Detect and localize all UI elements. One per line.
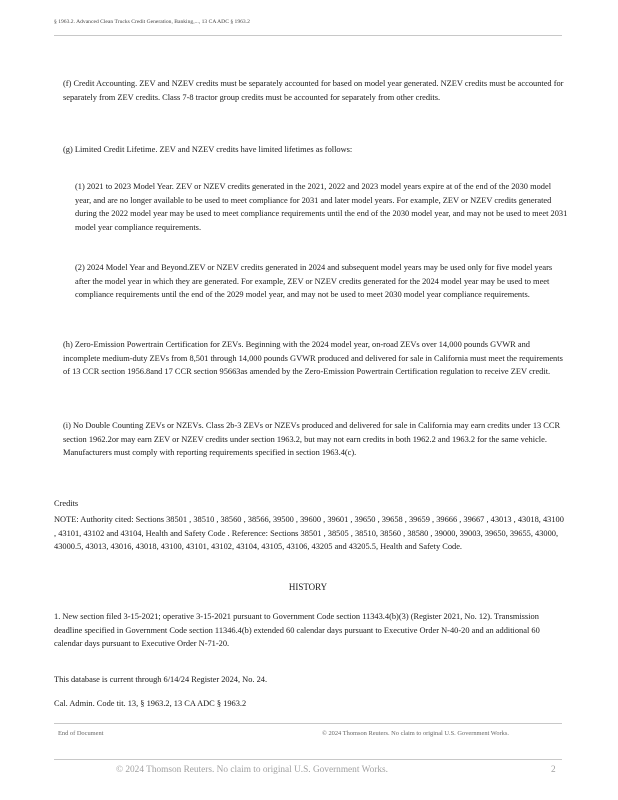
citation: Cal. Admin. Code tit. 13, § 1963.2, 13 CA ADC § 1963.2 <box>54 699 247 708</box>
section-f-credit-accounting: (f) Credit Accounting. ZEV and NZEV credits must be separately accounted for based on model year generated. NZEV credits must be accounted for separately from ZEV credits. Class 7-8 tractor group credits must be accounted for separately from other credits. <box>63 79 564 102</box>
section-i-no-double-counting: (i) No Double Counting ZEVs or NZEVs. Class 2b-3 ZEVs or NZEVs produced and delivered for sale in California may earn credits under 13 CCR section 1962.2or may earn ZEV or NZEV credits under section 1963.2, but may not earn credits in both 1962.2 and 1963.2 for the same vehicle. Manufacturers must comply with reporting requirements specified in section 1963.4(c). <box>63 421 561 458</box>
history-heading: HISTORY <box>288 582 328 592</box>
section-g-limited-credit-lifetime: (g) Limited Credit Lifetime. ZEV and NZEV credits have limited lifetimes as follows: <box>63 145 353 154</box>
header-divider <box>54 35 562 36</box>
credits-authority-note: NOTE: Authority cited: Sections 38501 , 38510 , 38560 , 38566, 39500 , 39600 , 39601 , 39650 , 39658 , 39659 , 39666 , 39667 , 43013 , 43018, 43100 , 43101, 43102 and 43104, Health and Safety Code . Reference: Sections 38501 , 38505 , 38510, 38560 , 38580 , 39000, 39003, 39650, 39655, 43000, 43000.5, 43013, 43016, 43018, 43100, 43101, 43102, 43104, 43105, 43106, 43205 and 43205.5, Health and Safety Code. <box>54 515 564 552</box>
copyright-notice-small: © 2024 Thomson Reuters. No claim to original U.S. Government Works. <box>322 730 509 737</box>
database-currency-note: This database is current through 6/14/24 Register 2024, No. 24. <box>54 675 268 684</box>
end-of-document-label: End of Document <box>58 730 104 737</box>
page-footer-divider <box>54 759 562 760</box>
section-g2-2024-and-beyond: (2) 2024 Model Year and Beyond.ZEV or NZEV credits generated in 2024 and subsequent model years may be used only for five model years after the model year in which they are generated. For example, ZEV or NZEV credits generated for the 2024 model year may be used to meet compliance requirements until the end of the 2029 model year, and may not be used to meet 2030 model year compliance requirements. <box>75 263 553 300</box>
page-footer-copyright: © 2024 Thomson Reuters. No claim to original U.S. Government Works. <box>116 765 388 775</box>
section-g1-2021-2023-model-year: (1) 2021 to 2023 Model Year. ZEV or NZEV credits generated in the 2021, 2022 and 2023 model years expire at of the end of the 2030 model year, and are no longer available to be used to meet compliance for 2031 and later model years. For example, ZEV or NZEV credits generated during the 2022 model year may be used to meet compliance requirements until the end of the 2030 model year, and may not be used to meet 2031 model year compliance requirements. <box>75 182 568 232</box>
section-h-zero-emission-powertrain: (h) Zero-Emission Powertrain Certification for ZEVs. Beginning with the 2024 model year, on-road ZEVs over 14,000 pounds GVWR and incomplete medium-duty ZEVs from 8,501 through 14,000 pounds GVWR produced and delivered for sale in California must meet the requirements of 13 CCR section 1956.8and 17 CCR section 95663as amended by the Zero-Emission Powertrain Certification regulation to receive ZEV credit. <box>63 340 563 377</box>
history-text: 1. New section filed 3-15-2021; operative 3-15-2021 pursuant to Government Code section 11343.4(b)(3) (Register 2021, No. 12). Transmission deadline specified in Government Code section 11346.4(b) extended 60 calendar days pursuant to Executive Order N-40-20 and an additional 60 calendar days pursuant to Executive Order N-71-20. <box>54 612 540 649</box>
page-number: 2 <box>551 765 556 775</box>
running-header-title: § 1963.2. Advanced Clean Trucks Credit Generation, Banking,..., 13 CA ADC § 1963.2 <box>54 19 250 25</box>
credits-heading: Credits <box>54 499 79 508</box>
end-divider <box>54 723 562 724</box>
